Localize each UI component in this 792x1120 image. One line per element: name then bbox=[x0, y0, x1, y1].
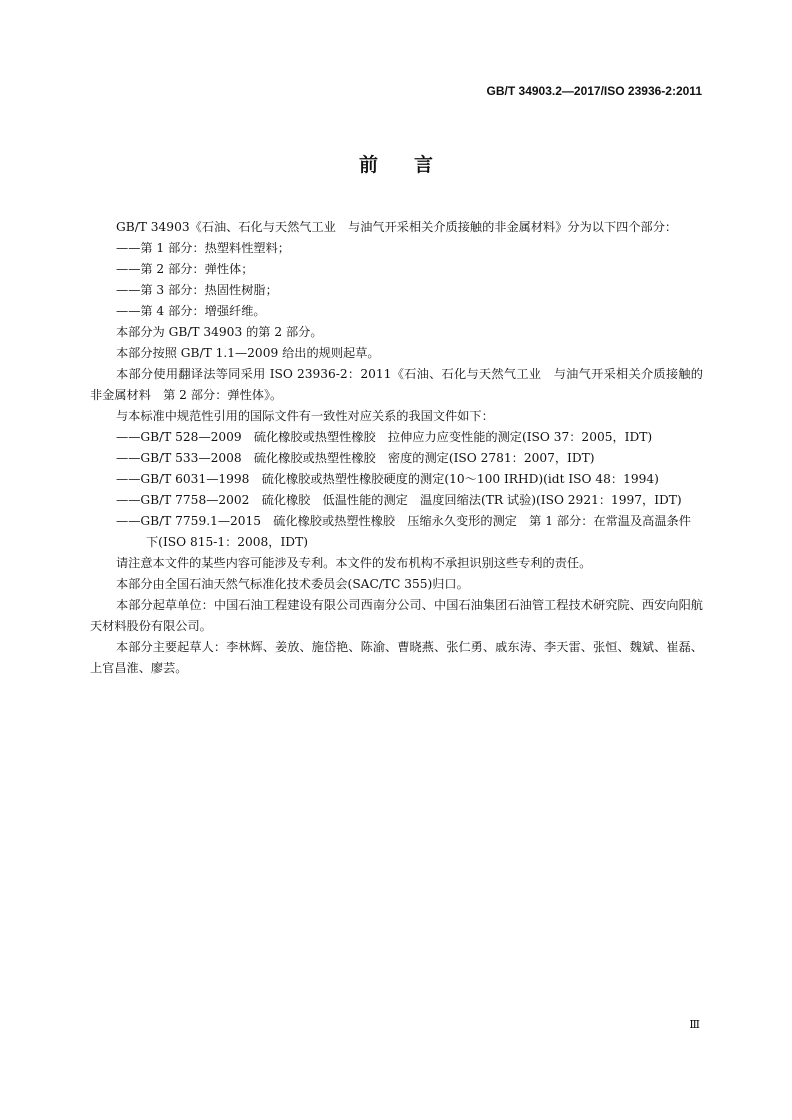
list-item-part-1: ——第 1 部分：热塑料性塑料； bbox=[116, 241, 290, 255]
reference-item: ——GB/T 528—2009 硫化橡胶或热塑性橡胶 拉伸应力应变性能的测定(ISO 37：2005，IDT) bbox=[116, 430, 653, 444]
list-item-part-4: ——第 4 部分：增强纤维。 bbox=[116, 304, 266, 318]
paragraph-drafters: 本部分主要起草人：李林辉、姜放、施岱艳、陈渝、曹晓燕、张仁勇、戚东涛、李天雷、张恒、魏斌、崔磊、上官昌淮、廖芸。 bbox=[90, 640, 703, 675]
paragraph-drafting-rules: 本部分按照 GB/T 1.1—2009 给出的规则起草。 bbox=[116, 346, 380, 360]
paragraph-adoption: 本部分使用翻译法等同采用 ISO 23936-2：2011《石油、石化与天然气工业 与油气开采相关介质接触的非金属材料 第 2 部分：弹性体》。 bbox=[90, 367, 703, 402]
page-title: 前言 bbox=[358, 154, 469, 176]
paragraph-patent-notice: 请注意本文件的某些内容可能涉及专利。本文件的发布机构不承担识别这些专利的责任。 bbox=[116, 556, 592, 570]
paragraph-part-statement: 本部分为 GB/T 34903 的第 2 部分。 bbox=[116, 325, 323, 339]
paragraph-drafting-units: 本部分起草单位：中国石油工程建设有限公司西南分公司、中国石油集团石油管工程技术研究院、西安向阳航天材料股份有限公司。 bbox=[90, 598, 703, 633]
paragraph-intro: GB/T 34903《石油、石化与天然气工业 与油气开采相关介质接触的非金属材料》分为以下四个部分： bbox=[116, 220, 678, 234]
paragraph-committee: 本部分由全国石油天然气标准化技术委员会(SAC/TC 355)归口。 bbox=[116, 577, 469, 591]
list-item-part-3: ——第 3 部分：热固性树脂； bbox=[116, 283, 278, 297]
reference-item: ——GB/T 6031—1998 硫化橡胶或热塑性橡胶硬度的测定(10～100 IRHD)(idt ISO 48：1994) bbox=[116, 472, 659, 486]
reference-item: ——GB/T 7759.1—2015 硫化橡胶或热塑性橡胶 压缩永久变形的测定 第 1 部分：在常温及高温条件下(ISO 815-1：2008，IDT) bbox=[116, 514, 691, 549]
reference-item: ——GB/T 7758—2002 硫化橡胶 低温性能的测定 温度回缩法(TR 试验)(ISO 2921：1997，IDT) bbox=[116, 493, 682, 507]
list-item-part-2: ——第 2 部分：弹性体； bbox=[116, 262, 254, 276]
page-number: Ⅲ bbox=[689, 1018, 700, 1031]
standard-number-header: GB/T 34903.2—2017/ISO 23936-2:2011 bbox=[486, 84, 702, 98]
foreword-body bbox=[90, 217, 703, 679]
reference-item: ——GB/T 533—2008 硫化橡胶或热塑性橡胶 密度的测定(ISO 2781：2007，IDT) bbox=[116, 451, 595, 465]
paragraph-references-intro: 与本标准中规范性引用的国际文件有一致性对应关系的我国文件如下： bbox=[116, 409, 494, 423]
